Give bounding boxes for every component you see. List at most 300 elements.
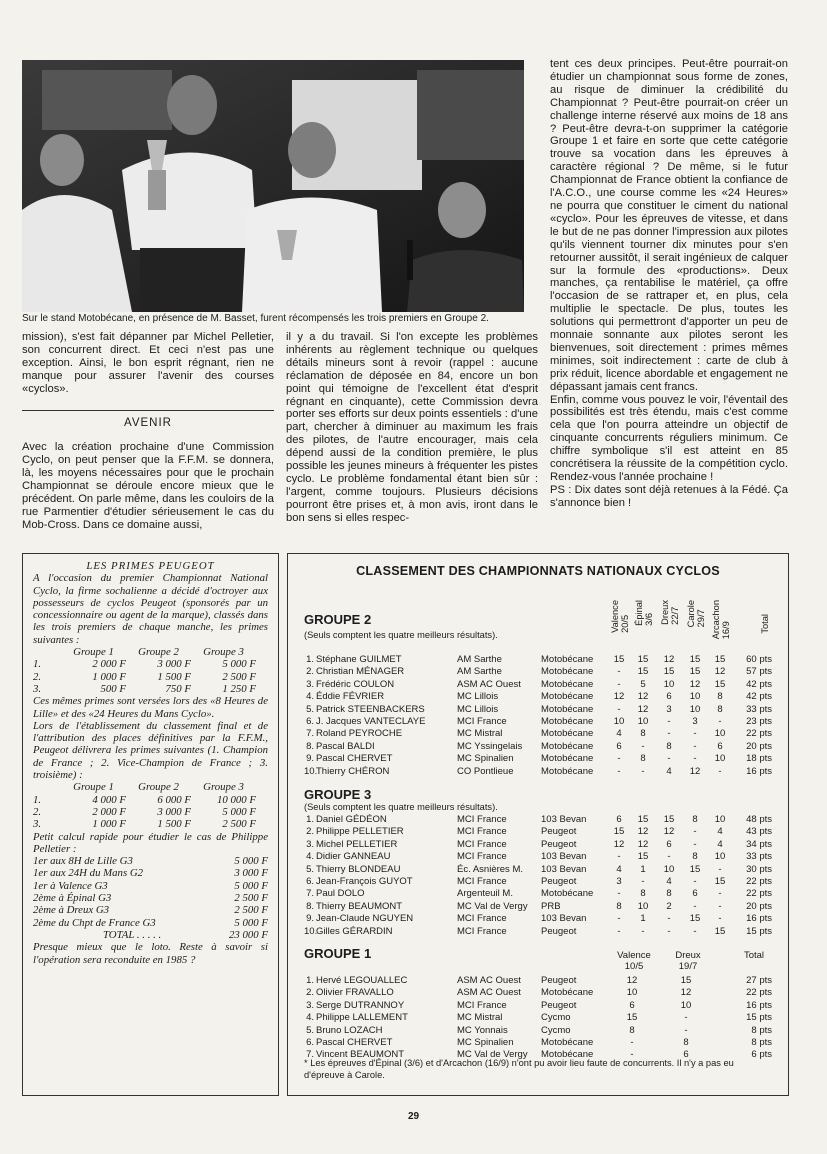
result-row bbox=[288, 926, 788, 938]
result-cell: 6 bbox=[683, 1049, 689, 1061]
group-2-title: GROUPE 2 bbox=[304, 612, 372, 627]
result-cell: MC Lillois bbox=[457, 691, 499, 703]
result-cell: MC Val de Vergy bbox=[457, 1049, 528, 1061]
result-cell: 23 pts bbox=[746, 715, 772, 727]
result-cell: 12 bbox=[663, 826, 675, 838]
paragraph: tent ces deux principes. Peut-être pourrait-on étudier un championnat sous forme de zones, au risque de diminuer la crédibilité du Championnat ? Peut-être pourrait-on créer un challenge interne réservé aux moins de 18 ans ? Peut-être devra-t-on supprimer la catégorie Groupe 1 et faire en sorte que cette catégorie trouve sa vocation dans les épreuves à caractère régional ? De même, si le futur Championnat de France obtient la confiance de l'A.C.O., une course comme les «24 Heures» ne pourra que constituer le ciment du national «cyclo». Pour les épreuves de vitesse, et dans le but de ne pas donner l'impression aux pilotes qu'ils viennent tourner dix minutes pour s'en retourner aussitôt, il serait ingénieux de calquer sur la formule des «productions». Deux manches, ça rentabilise le matériel, ça offre l'occasion de se rattraper et, en plus, cela multiplie le spectacle. De plus, toutes les solutions qui permettront d'apporter un peu de monnaie sonnante aux pilotes seront les bienvenues, soit directement : primes mêmes minimes, soit indirectement : carte de club à prix réduit, licence abordable et engagement ne dépassant jamais cent francs. bbox=[550, 58, 788, 393]
primes-table-1 bbox=[33, 646, 268, 695]
table-cell: 5 000 F bbox=[222, 658, 256, 671]
result-cell: 8 bbox=[692, 814, 698, 825]
result-cell: 6 bbox=[616, 814, 622, 825]
result-cell: 7. bbox=[306, 728, 314, 740]
result-cell: MC Lillois bbox=[457, 703, 499, 715]
result-cell: Motobécane bbox=[541, 703, 594, 715]
result-cell: 10 bbox=[714, 728, 726, 740]
result-cell: Peugeot bbox=[541, 999, 577, 1011]
result-cell: 6. bbox=[306, 875, 314, 887]
table-cell: 1. bbox=[33, 658, 42, 671]
result-cell: 7. bbox=[306, 888, 314, 900]
box-intro: A l'occasion du premier Championnat National Cyclo, la firme sochalienne a décidé d'octroyer aux possesseurs de cyclos Peugeot (sponsorés par un concessionnaire ou agent de la marque), classés dans les trois premiers de chaque manche, les primes suivantes : bbox=[33, 572, 268, 646]
result-cell: 15 bbox=[637, 654, 649, 665]
result-cell: 2 bbox=[666, 900, 672, 912]
result-cell: 10 bbox=[680, 999, 692, 1011]
result-cell: Motobécane bbox=[541, 1049, 594, 1061]
result-cell: - bbox=[718, 765, 722, 777]
table-header-cell: Groupe 3 bbox=[203, 646, 244, 659]
event-header: Dreux 22/7 bbox=[660, 600, 680, 625]
table-cell: 2 500 F bbox=[222, 818, 256, 831]
result-cell: 10 bbox=[689, 703, 701, 715]
result-cell: 33 pts bbox=[746, 851, 772, 863]
result-cell: 22 pts bbox=[746, 875, 772, 887]
table-header-cell: Groupe 3 bbox=[203, 781, 244, 794]
result-cell: MC Yssingelais bbox=[457, 740, 523, 752]
result-cell: ASM AC Ouest bbox=[457, 678, 521, 690]
result-row bbox=[288, 826, 788, 838]
calc-row bbox=[33, 904, 268, 916]
result-cell: 57 pts bbox=[746, 666, 772, 678]
result-cell: Peugeot bbox=[541, 875, 577, 887]
result-cell: 2. bbox=[306, 826, 314, 838]
result-cell: 1. bbox=[306, 814, 314, 825]
result-cell: - bbox=[667, 753, 671, 765]
group-1-title: GROUPE 1 bbox=[304, 946, 372, 961]
result-cell: 15 bbox=[689, 863, 701, 875]
result-cell: 12 bbox=[663, 654, 675, 665]
result-cell: - bbox=[667, 913, 671, 925]
result-cell: - bbox=[617, 851, 621, 863]
result-cell: AM Sarthe bbox=[457, 654, 502, 665]
podium-photo bbox=[22, 60, 524, 312]
result-cell: - bbox=[684, 1024, 688, 1036]
result-cell: Éddie FÉVRIER bbox=[316, 691, 385, 703]
result-cell: 15 bbox=[714, 925, 726, 937]
table-cell: 1. bbox=[33, 793, 42, 806]
table-cell: 1 250 F bbox=[222, 682, 256, 695]
result-cell: 48 pts bbox=[746, 814, 772, 825]
result-cell: 6 bbox=[717, 740, 723, 752]
result-cell: 8 bbox=[692, 851, 698, 863]
total-value: 23 000 F bbox=[229, 928, 268, 941]
result-cell: 15 bbox=[714, 654, 726, 665]
result-cell: 12 bbox=[689, 765, 701, 777]
article-column-1 bbox=[22, 331, 274, 532]
result-row bbox=[288, 716, 788, 728]
result-cell: 8. bbox=[306, 900, 314, 912]
result-cell: - bbox=[693, 753, 697, 765]
result-cell: 4 bbox=[616, 728, 622, 740]
result-cell: Olivier FRAVALLO bbox=[316, 987, 394, 999]
result-cell: Peugeot bbox=[541, 826, 577, 838]
paragraph: il y a du travail. Si l'on excepte les problèmes inhérents au règlement technique ou quelques détails mineurs sont à revoir (rappel : aucune réclamation de déposée en 84, encore un bon point qui témoigne de l'excellent état d'esprit régnant en cinquante), cette Commission devra porter ses efforts sur deux points essentiels : d'une part, chercher à diminuer au maximum les frais des pilotes, de l'autre encourager, mais cela dépend aussi de la condition première, le plus possible les jeunes mineurs à fréquenter les pistes cyclo. Le problème fondamental étant bien sûr : l'argent, comme toujours. Plusieurs décisions pourront être prises et, à mon avis, iront dans le bon sens si elles respec- bbox=[286, 331, 538, 524]
result-cell: 15 bbox=[689, 913, 701, 925]
result-cell: - bbox=[693, 826, 697, 838]
table-cell: 2 000 F bbox=[92, 805, 126, 818]
result-cell: 1 bbox=[640, 913, 646, 925]
result-cell: 4 bbox=[717, 838, 723, 850]
result-cell: 10 bbox=[714, 753, 726, 765]
result-cell: 1 bbox=[640, 863, 646, 875]
calc-value: 5 000 F bbox=[234, 916, 268, 929]
table-header-row bbox=[33, 646, 268, 658]
result-cell: 6 bbox=[692, 888, 698, 900]
result-cell: - bbox=[718, 888, 722, 900]
result-cell: 103 Bevan bbox=[541, 851, 587, 863]
result-row bbox=[288, 987, 788, 999]
article-column-3 bbox=[550, 58, 788, 510]
result-cell: 15 pts bbox=[746, 925, 772, 937]
result-cell: Motobécane bbox=[541, 728, 594, 740]
result-cell: Motobécane bbox=[541, 1036, 594, 1048]
result-cell: Motobécane bbox=[541, 765, 594, 777]
classement-footnote: * Les épreuves d'Épinal (3/6) et d'Arcachon (16/9) n'ont pu avoir lieu faute de concurrents. Il n'y a pas eu d'épreuve à Carole. bbox=[304, 1058, 734, 1080]
result-cell: Motobécane bbox=[541, 888, 594, 900]
result-cell: 15 bbox=[714, 678, 726, 690]
result-cell: 6 pts bbox=[751, 1049, 772, 1061]
result-cell: - bbox=[693, 728, 697, 740]
calc-total bbox=[33, 929, 268, 941]
result-cell: AM Sarthe bbox=[457, 666, 502, 678]
result-cell: 10 bbox=[714, 851, 726, 863]
table-cell: 2 500 F bbox=[222, 670, 256, 683]
result-cell: 8 bbox=[666, 888, 672, 900]
result-cell: - bbox=[718, 863, 722, 875]
table-cell: 2 000 F bbox=[92, 658, 126, 671]
result-cell: Motobécane bbox=[541, 715, 594, 727]
result-cell: Patrick STEENBACKERS bbox=[316, 703, 425, 715]
result-cell: - bbox=[617, 753, 621, 765]
result-cell: 6 bbox=[666, 838, 672, 850]
box-text: Lors de l'établissement du classement final et de l'attribution des places définitives par la F.F.M., Peugeot délivrera les primes suivantes (1. Champion de France ; 2. Vice-Champion de France ; 3. troisième) : bbox=[33, 719, 268, 782]
paragraph: mission), s'est fait dépanner par Michel Pelletier, son concurrent direct. Et ceci n'est pas une exception. Ainsi, le bon esprit régnant, rien ne manque pour assurer l'avenir des courses «cyclos». bbox=[22, 331, 274, 395]
result-cell: 5. bbox=[306, 703, 314, 715]
result-cell: ASM AC Ouest bbox=[457, 975, 521, 986]
result-cell: 42 pts bbox=[746, 691, 772, 703]
result-cell: 22 pts bbox=[746, 987, 772, 999]
result-cell: - bbox=[693, 925, 697, 937]
calc-value: 5 000 F bbox=[234, 879, 268, 892]
g1-event-1 bbox=[614, 950, 654, 972]
result-row bbox=[288, 851, 788, 863]
result-cell: 103 Bevan bbox=[541, 913, 587, 925]
result-row bbox=[288, 1012, 788, 1024]
result-cell: - bbox=[667, 728, 671, 740]
result-cell: 2. bbox=[306, 987, 314, 999]
result-cell: - bbox=[617, 765, 621, 777]
result-cell: 3 bbox=[692, 715, 698, 727]
result-cell: Motobécane bbox=[541, 654, 594, 665]
result-cell: Jean-François GUYOT bbox=[316, 875, 413, 887]
result-cell: 12 bbox=[613, 838, 625, 850]
box-outro: Presque mieux que le loto. Reste à savoir si l'opération sera reconduite en 1985 ? bbox=[33, 941, 268, 966]
table-row bbox=[33, 658, 268, 670]
calc-label: 2ème du Chpt de France G3 bbox=[33, 916, 156, 929]
result-cell: 33 pts bbox=[746, 703, 772, 715]
result-cell: Peugeot bbox=[541, 975, 577, 986]
result-row bbox=[288, 654, 788, 666]
group-2-note: (Seuls comptent les quatre meilleurs résultats). bbox=[304, 630, 498, 640]
result-cell: 22 pts bbox=[746, 728, 772, 740]
table-cell: 2. bbox=[33, 670, 42, 683]
paragraph: PS : Dix dates sont déjà retenues à la Fédé. Ça s'annonce bien ! bbox=[550, 483, 788, 509]
result-cell: 12 bbox=[637, 838, 649, 850]
result-cell: - bbox=[617, 678, 621, 690]
result-cell: Bruno LOZACH bbox=[316, 1024, 383, 1036]
result-cell: Motobécane bbox=[541, 678, 594, 690]
result-cell: - bbox=[641, 765, 645, 777]
box-text: Ces mêmes primes sont versées lors des «8 Heures de Lille» et des «24 Heures du Mans Cyclo». bbox=[33, 695, 268, 720]
result-cell: 15 bbox=[637, 666, 649, 678]
result-cell: 16 pts bbox=[746, 999, 772, 1011]
result-cell: 12 bbox=[689, 678, 701, 690]
result-cell: MCI France bbox=[457, 826, 507, 838]
result-cell: MC Mistral bbox=[457, 728, 503, 740]
result-cell: 18 pts bbox=[746, 753, 772, 765]
result-cell: Thierry CHÉRON bbox=[316, 765, 390, 777]
result-cell: 15 bbox=[689, 654, 701, 665]
table-row bbox=[33, 806, 268, 818]
calc-value: 3 000 F bbox=[234, 867, 268, 880]
result-cell: - bbox=[630, 1036, 634, 1048]
result-cell: - bbox=[641, 740, 645, 752]
calc-label: 1er aux 8H de Lille G3 bbox=[33, 855, 133, 868]
table-header-cell: Groupe 1 bbox=[73, 781, 114, 794]
primes-table-2 bbox=[33, 781, 268, 830]
result-cell: Philippe LALLEMENT bbox=[316, 1012, 408, 1024]
paragraph: Avec la création prochaine d'une Commission Cyclo, on peut penser que la F.F.M. se donnera, là, les moyens nécessaires pour que le prochain Championnat se déroule encore mieux que le précédent. On parle même, dans les couloirs de la rue Parmentier d'étudier sérieusement le cas du Mob-Cross. Dans ce domaine aussi, bbox=[22, 441, 274, 531]
classement-title: CLASSEMENT DES CHAMPIONNATS NATIONAUX CYCLOS bbox=[356, 564, 720, 578]
result-cell: 6 bbox=[616, 740, 622, 752]
g1-event-2 bbox=[668, 950, 708, 972]
calc-row bbox=[33, 892, 268, 904]
result-cell: 12 bbox=[637, 691, 649, 703]
event-header: Arcachon 16/9 bbox=[711, 600, 731, 640]
result-cell: Christian MÉNAGER bbox=[316, 666, 405, 678]
result-row bbox=[288, 741, 788, 753]
table-header-cell bbox=[33, 646, 61, 658]
result-cell: 43 pts bbox=[746, 826, 772, 838]
result-cell: 12 bbox=[637, 826, 649, 838]
result-cell: Daniel GÉDÉON bbox=[316, 814, 387, 825]
result-cell: 16 pts bbox=[746, 913, 772, 925]
result-row bbox=[288, 876, 788, 888]
result-cell: - bbox=[617, 666, 621, 678]
event-name: Dreux bbox=[675, 950, 701, 961]
result-cell: 4. bbox=[306, 1012, 314, 1024]
result-cell: 8 pts bbox=[751, 1036, 772, 1048]
result-cell: - bbox=[630, 1049, 634, 1061]
result-cell: 10 bbox=[637, 900, 649, 912]
result-cell: 16 pts bbox=[746, 765, 772, 777]
result-cell: Jean-Claude NGUYEN bbox=[316, 913, 414, 925]
result-cell: Thierry BEAUMONT bbox=[316, 900, 403, 912]
calc-label: 2ème à Dreux G3 bbox=[33, 904, 110, 917]
result-cell: Pascal BALDI bbox=[316, 740, 375, 752]
result-cell: MC Spinalien bbox=[457, 1036, 514, 1048]
table-cell: 2. bbox=[33, 805, 42, 818]
table-cell: 1 500 F bbox=[157, 670, 191, 683]
event-header: Carole 29/7 bbox=[686, 600, 706, 628]
result-cell: ASM AC Ouest bbox=[457, 987, 521, 999]
box-text: Petit calcul rapide pour étudier le cas de Philippe Pelletier : bbox=[33, 830, 268, 855]
result-cell: Motobécane bbox=[541, 691, 594, 703]
result-cell: Cycmo bbox=[541, 1012, 571, 1024]
result-cell: J. Jacques VANTECLAYE bbox=[316, 715, 426, 727]
result-cell: 30 pts bbox=[746, 863, 772, 875]
box-title: LES PRIMES PEUGEOT bbox=[86, 560, 215, 572]
calc-value: 2 500 F bbox=[234, 904, 268, 917]
result-cell: 3. bbox=[306, 838, 314, 850]
result-cell: 60 pts bbox=[746, 654, 772, 665]
result-cell: MCI France bbox=[457, 875, 507, 887]
event-header: Valence 20/5 bbox=[610, 600, 630, 633]
result-cell: MC Val de Vergy bbox=[457, 900, 528, 912]
result-cell: Hervé LEGOUALLEC bbox=[316, 975, 408, 986]
result-cell: - bbox=[641, 875, 645, 887]
calc-label: 1er à Valence G3 bbox=[33, 879, 108, 892]
result-cell: Peugeot bbox=[541, 838, 577, 850]
result-cell: Michel PELLETIER bbox=[316, 838, 398, 850]
result-cell: - bbox=[617, 703, 621, 715]
event-date: 10/5 bbox=[624, 961, 644, 972]
result-cell: - bbox=[684, 1012, 688, 1024]
result-cell: 10 bbox=[637, 715, 649, 727]
result-cell: 4 bbox=[666, 875, 672, 887]
table-row bbox=[33, 671, 268, 683]
result-cell: 15 bbox=[613, 826, 625, 838]
result-cell: Philippe PELLETIER bbox=[316, 826, 404, 838]
result-row bbox=[288, 704, 788, 716]
result-cell: 9. bbox=[306, 913, 314, 925]
table-row bbox=[33, 818, 268, 830]
result-row bbox=[288, 901, 788, 913]
result-cell: Serge DUTRANNOY bbox=[316, 999, 405, 1011]
result-cell: 2. bbox=[306, 666, 314, 678]
result-cell: Roland PEYROCHE bbox=[316, 728, 403, 740]
primes-peugeot-box bbox=[22, 553, 279, 1096]
result-cell: 15 bbox=[637, 814, 649, 825]
result-cell: 8 bbox=[629, 1024, 635, 1036]
result-cell: 27 pts bbox=[746, 975, 772, 986]
g1-total-header: Total bbox=[743, 950, 765, 961]
table-cell: 4 000 F bbox=[92, 793, 126, 806]
result-cell: 15 bbox=[613, 654, 625, 665]
result-cell: - bbox=[667, 715, 671, 727]
result-cell: 20 pts bbox=[746, 740, 772, 752]
result-cell: Motobécane bbox=[541, 666, 594, 678]
result-cell: Vincent BEAUMONT bbox=[316, 1049, 404, 1061]
result-cell: Frédéric COULON bbox=[316, 678, 395, 690]
result-cell: MCI France bbox=[457, 851, 507, 863]
result-cell: 10 bbox=[626, 987, 638, 999]
result-cell: 4 bbox=[616, 863, 622, 875]
result-cell: Éc. Asnières M. bbox=[457, 863, 523, 875]
result-cell: 8. bbox=[306, 740, 314, 752]
result-cell: 10 bbox=[613, 715, 625, 727]
result-cell: 4. bbox=[306, 691, 314, 703]
result-cell: MCI France bbox=[457, 913, 507, 925]
total-label: TOTAL . . . . . bbox=[103, 928, 162, 941]
result-cell: 10 bbox=[689, 691, 701, 703]
table-header-cell: Groupe 1 bbox=[73, 646, 114, 659]
result-cell: 8 bbox=[683, 1036, 689, 1048]
table-header-row bbox=[33, 781, 268, 793]
result-row bbox=[288, 1000, 788, 1012]
table-cell: 5 000 F bbox=[222, 805, 256, 818]
group-1-results bbox=[288, 975, 788, 1062]
result-cell: 12 bbox=[613, 691, 625, 703]
result-cell: 15 bbox=[689, 666, 701, 678]
result-cell: 4 bbox=[717, 826, 723, 838]
result-cell: 8 bbox=[717, 703, 723, 715]
table-row bbox=[33, 794, 268, 806]
result-cell: 15 bbox=[714, 875, 726, 887]
calc-value: 2 500 F bbox=[234, 892, 268, 905]
result-cell: MCI France bbox=[457, 925, 507, 937]
result-cell: 12 bbox=[680, 987, 692, 999]
result-row bbox=[288, 1025, 788, 1037]
result-cell: CO Pontlieue bbox=[457, 765, 514, 777]
calc-list bbox=[33, 855, 268, 929]
table-header-cell: Groupe 2 bbox=[138, 781, 179, 794]
result-cell: - bbox=[693, 740, 697, 752]
result-cell: 8 pts bbox=[751, 1024, 772, 1036]
result-cell: Paul DOLO bbox=[316, 888, 365, 900]
result-cell: 103 Bevan bbox=[541, 863, 587, 875]
calc-row bbox=[33, 867, 268, 879]
result-cell: Motobécane bbox=[541, 987, 594, 999]
result-cell: 10 bbox=[663, 863, 675, 875]
result-cell: Motobécane bbox=[541, 753, 594, 765]
event-date: 19/7 bbox=[678, 961, 698, 972]
result-cell: 12 bbox=[637, 703, 649, 715]
result-cell: - bbox=[718, 715, 722, 727]
result-cell: 5. bbox=[306, 863, 314, 875]
result-cell: 3. bbox=[306, 678, 314, 690]
result-row bbox=[288, 753, 788, 765]
result-row bbox=[288, 913, 788, 925]
paragraph: Enfin, comme vous pouvez le voir, l'éventail des possibilités est très étendu, mais c'est comme cela que l'on pourra atteindre un objectif de cinquante concurrents réguliers minimum. Ce chiffre symbolique s'il est atteint en 85 concrétisera la réussite de la compétition cyclo. Rendez-vous l'année prochaine ! bbox=[550, 393, 788, 483]
result-cell: Didier GANNEAU bbox=[316, 851, 391, 863]
calc-row bbox=[33, 917, 268, 929]
table-cell: 3. bbox=[33, 682, 42, 695]
result-cell: 8 bbox=[640, 728, 646, 740]
calc-label: 2ème à Épinal G3 bbox=[33, 892, 112, 905]
result-cell: 5 bbox=[640, 678, 646, 690]
result-row bbox=[288, 666, 788, 678]
table-cell: 6 000 F bbox=[157, 793, 191, 806]
result-row bbox=[288, 975, 788, 987]
result-cell: Argenteuil M. bbox=[457, 888, 513, 900]
result-cell: 8 bbox=[640, 888, 646, 900]
result-cell: Cycmo bbox=[541, 1024, 571, 1036]
calc-value: 5 000 F bbox=[234, 855, 268, 868]
table-cell: 1 000 F bbox=[92, 670, 126, 683]
result-cell: 34 pts bbox=[746, 838, 772, 850]
result-cell: MCI France bbox=[457, 838, 507, 850]
result-cell: - bbox=[667, 925, 671, 937]
result-cell: 10. bbox=[304, 925, 318, 937]
result-cell: - bbox=[693, 838, 697, 850]
result-cell: 1. bbox=[306, 654, 314, 665]
result-cell: 12 bbox=[714, 666, 726, 678]
article-column-2 bbox=[286, 331, 538, 525]
result-cell: 8 bbox=[666, 740, 672, 752]
table-cell: 3 000 F bbox=[157, 658, 191, 671]
group-3-note: (Seuls comptent les quatre meilleurs résultats). bbox=[304, 802, 498, 812]
result-cell: Pascal CHERVET bbox=[316, 753, 393, 765]
table-cell: 500 F bbox=[100, 682, 126, 695]
